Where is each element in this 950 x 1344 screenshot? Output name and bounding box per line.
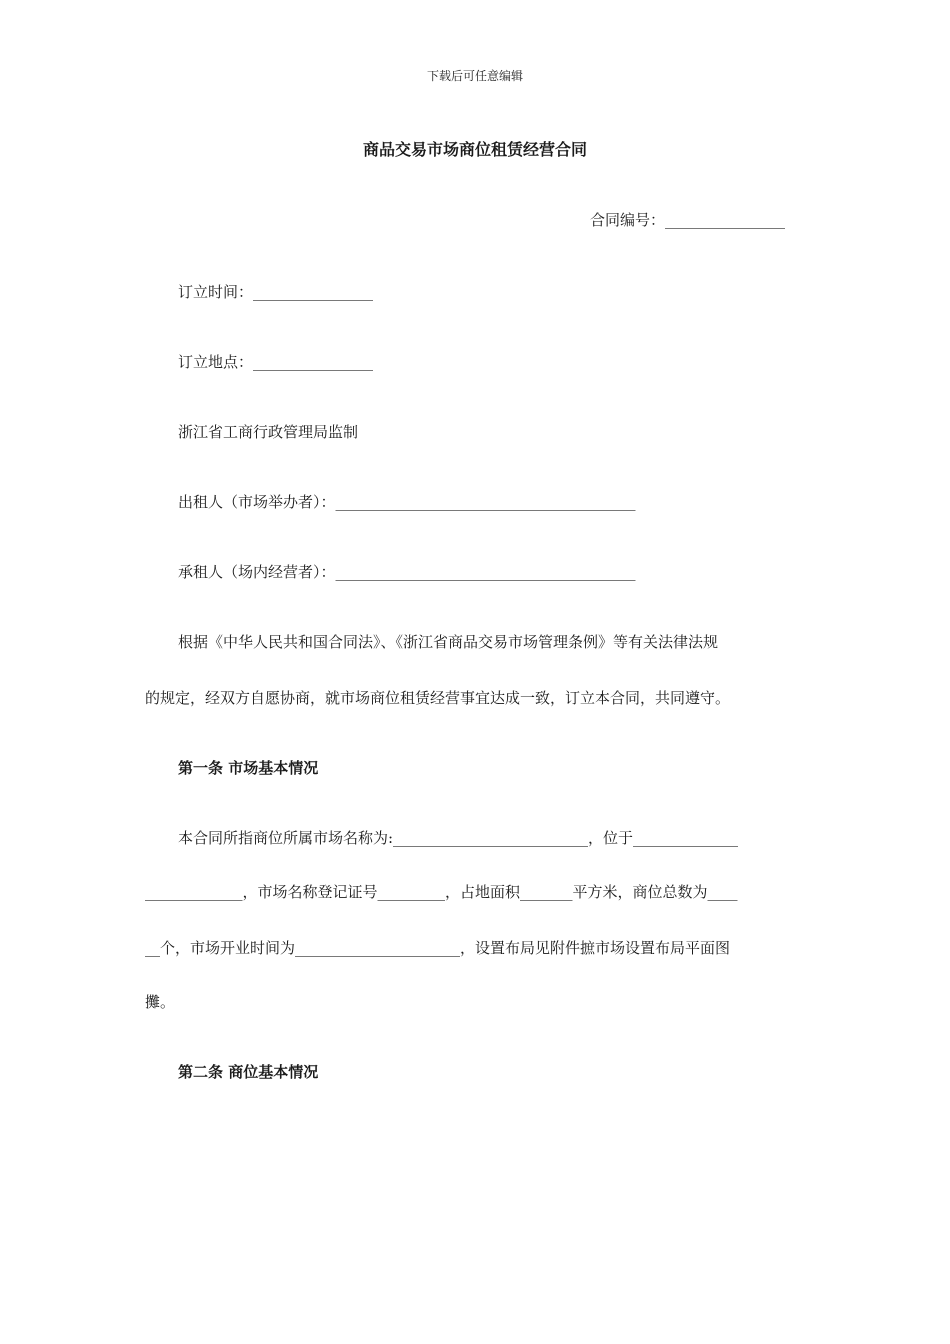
supervisor-text: 浙江省工商行政管理局监制 [178, 423, 359, 441]
article-1-line-2: _____________，市场名称登记证号_________，占地面积_______平方米，商位总数为____ [145, 883, 738, 901]
article-1-line-1: 本合同所指商位所属市场名称为:__________________________，位于______________ [178, 829, 739, 847]
document-title: 商品交易市场商位租赁经营合同 [362, 140, 587, 159]
header-note: 下载后可任意编辑 [426, 69, 523, 83]
article-1-heading: 第一条 市场基本情况 [178, 759, 319, 777]
article-1-line-3: __个，市场开业时间为______________________，设置布局见附件摭市场设置布局平面图 [145, 939, 731, 957]
lessor-field: 出租人（市场举办者）：________________________________________ [178, 493, 636, 511]
sign-time-field: 订立时间：________________ [178, 283, 374, 301]
contract-number-field: 合同编号：________________ [590, 211, 786, 229]
preamble-line-2: 的规定，经双方自愿协商，就市场商位租赁经营事宜达成一致，订立本合同，共同遵守。 [145, 689, 731, 707]
sign-place-field: 订立地点：________________ [178, 353, 374, 371]
lessee-field: 承租人（场内经营者）：________________________________________ [178, 563, 636, 581]
preamble-line-1: 根据《中华人民共和国合同法》、《浙江省商品交易市场管理条例》等有关法律法规 [178, 633, 719, 651]
article-2-heading: 第二条 商位基本情况 [178, 1063, 319, 1081]
article-1-line-4: 攤。 [145, 993, 176, 1011]
